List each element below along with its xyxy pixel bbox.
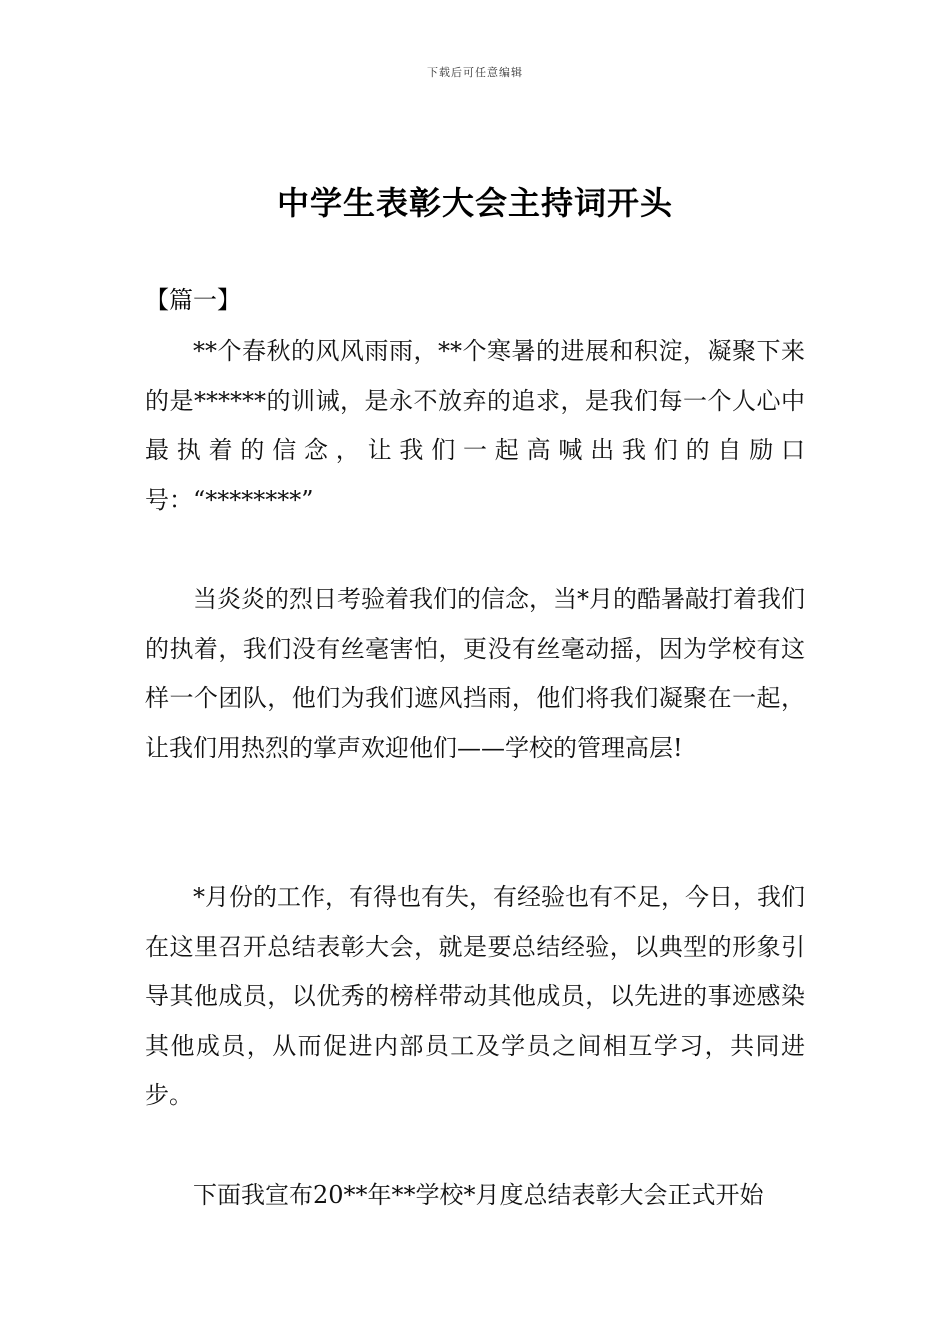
paragraph-2: 当炎炎的烈日考验着我们的信念，当*月的酷暑敲打着我们的执着，我们没有丝毫害怕，更没有丝毫动摇，因为学校有这样一个团队，他们为我们遮风挡雨，他们将我们凝聚在一起，让我们用热烈的掌声欢迎他们——学校的管理高层!: [145, 585, 805, 762]
page-header-note: 下载后可任意编辑: [427, 66, 523, 79]
document-title: 中学生表彰大会主持词开头: [276, 184, 673, 222]
section-label: 【篇一】: [145, 286, 241, 314]
paragraph-1: **个春秋的风风雨雨，**个寒暑的进展和积淀，凝聚下来的是******的训诫，是永不放弃的追求，是我们每一个人心中最执着的信念，让我们一起高喊出我们的自励口号：“********”: [145, 337, 805, 514]
paragraph-3: *月份的工作，有得也有失，有经验也有不足，今日，我们在这里召开总结表彰大会，就是要总结经验，以典型的形象引导其他成员，以优秀的榜样带动其他成员，以先进的事迹感染其他成员，从而促进内部员工及学员之间相互学习，共同进步。: [145, 883, 805, 1109]
paragraph-4: 下面我宣布20**年**学校*月度总结表彰大会正式开始: [193, 1181, 764, 1209]
